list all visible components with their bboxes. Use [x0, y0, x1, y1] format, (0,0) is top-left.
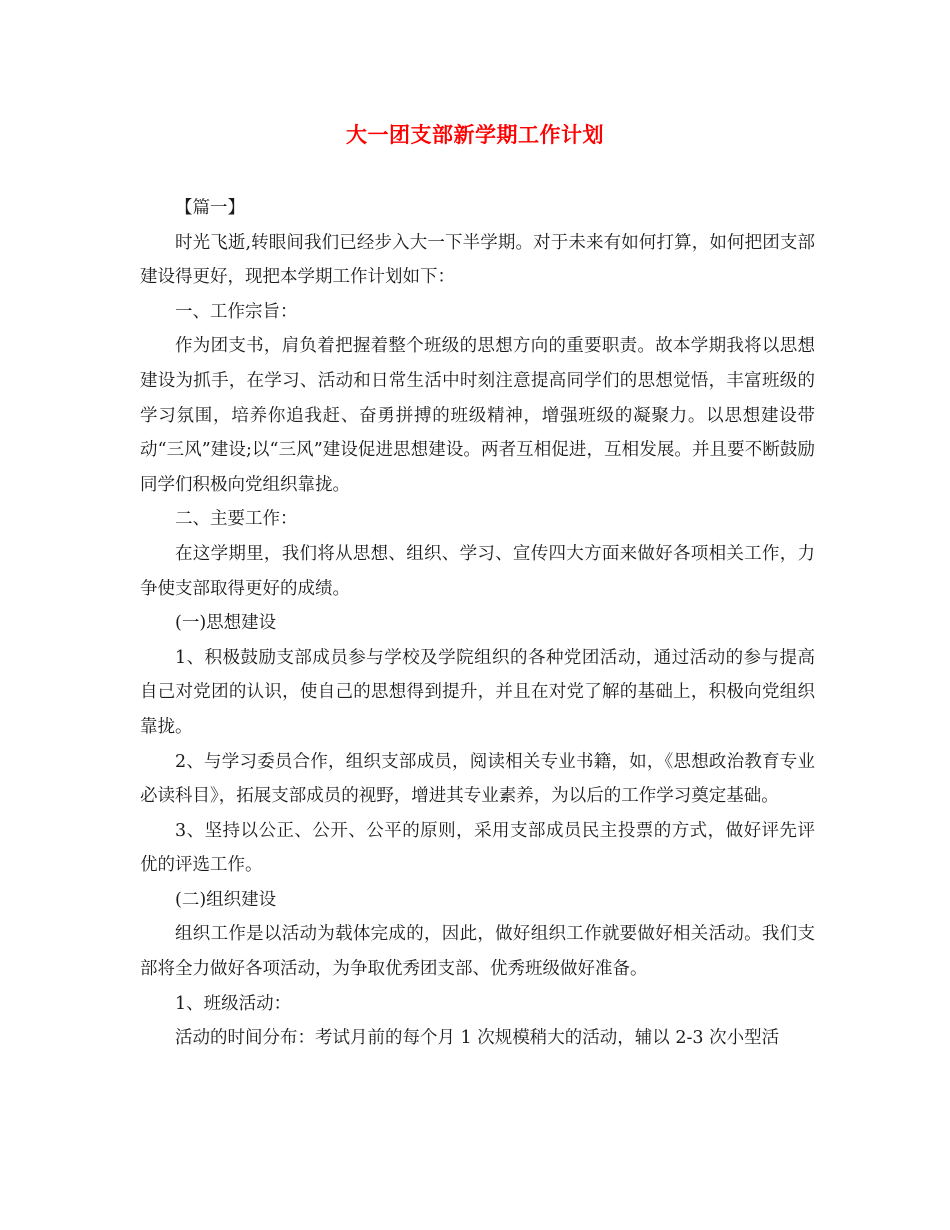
- document-title: 大一团支部新学期工作计划: [346, 122, 604, 147]
- intro-paragraph: 时光飞逝,转眼间我们已经步入大一下半学期。对于未来有如何打算，如何把团支部建设得更好，现把本学期工作计划如下：: [140, 232, 815, 288]
- heading-ideology-building: (一)思想建设: [175, 613, 277, 634]
- purpose-paragraph: 作为团支书，肩负着把握着整个班级的思想方向的重要职责。故本学期我将以思想建设为抓手，在学习、活动和日常生活中时刻注意提高同学们的思想觉悟，丰富班级的学习氛围，培养你追我赶、奋勇拼搏的班级精神，增强班级的凝聚力。以思想建设带动“三风”建设;以“三风”建设促进思想建设。两者互相促进，互相发展。并且要不断鼓励同学们积极向党组织靠拢。: [140, 336, 815, 495]
- document-body: [140, 191, 815, 1056]
- heading-work-purpose: 一、工作宗旨：: [175, 301, 298, 322]
- ideology-item-3: 3、坚持以公正、公开、公平的原则，采用支部成员民主投票的方式，做好评先评优的评选工作。: [140, 820, 815, 876]
- activity-schedule-paragraph: 活动的时间分布：考试月前的每个月 1 次规模稍大的活动，辅以 2-3 次小型活: [175, 1028, 780, 1049]
- ideology-item-2: 2、与学习委员合作，组织支部成员，阅读相关专业书籍，如，《思想政治教育专业必读科目》，拓展支部成员的视野，增进其专业素养，为以后的工作学习奠定基础。: [140, 751, 815, 807]
- organization-paragraph: 组织工作是以活动为载体完成的，因此，做好组织工作就要做好相关活动。我们支部将全力做好各项活动，为争取优秀团支部、优秀班级做好准备。: [140, 924, 815, 980]
- main-work-paragraph: 在这学期里，我们将从思想、组织、学习、宣传四大方面来做好各项相关工作，力争使支部取得更好的成绩。: [140, 543, 815, 599]
- heading-organization-building: (二)组织建设: [175, 889, 277, 910]
- section-heading-part-one: 【篇一】: [175, 198, 245, 218]
- heading-main-work: 二、主要工作：: [175, 509, 298, 530]
- ideology-item-1: 1、积极鼓励支部成员参与学校及学院组织的各种党团活动，通过活动的参与提高自己对党团的认识，使自己的思想得到提升，并且在对党了解的基础上，积极向党组织靠拢。: [140, 647, 815, 737]
- heading-class-activities: 1、班级活动：: [175, 993, 292, 1014]
